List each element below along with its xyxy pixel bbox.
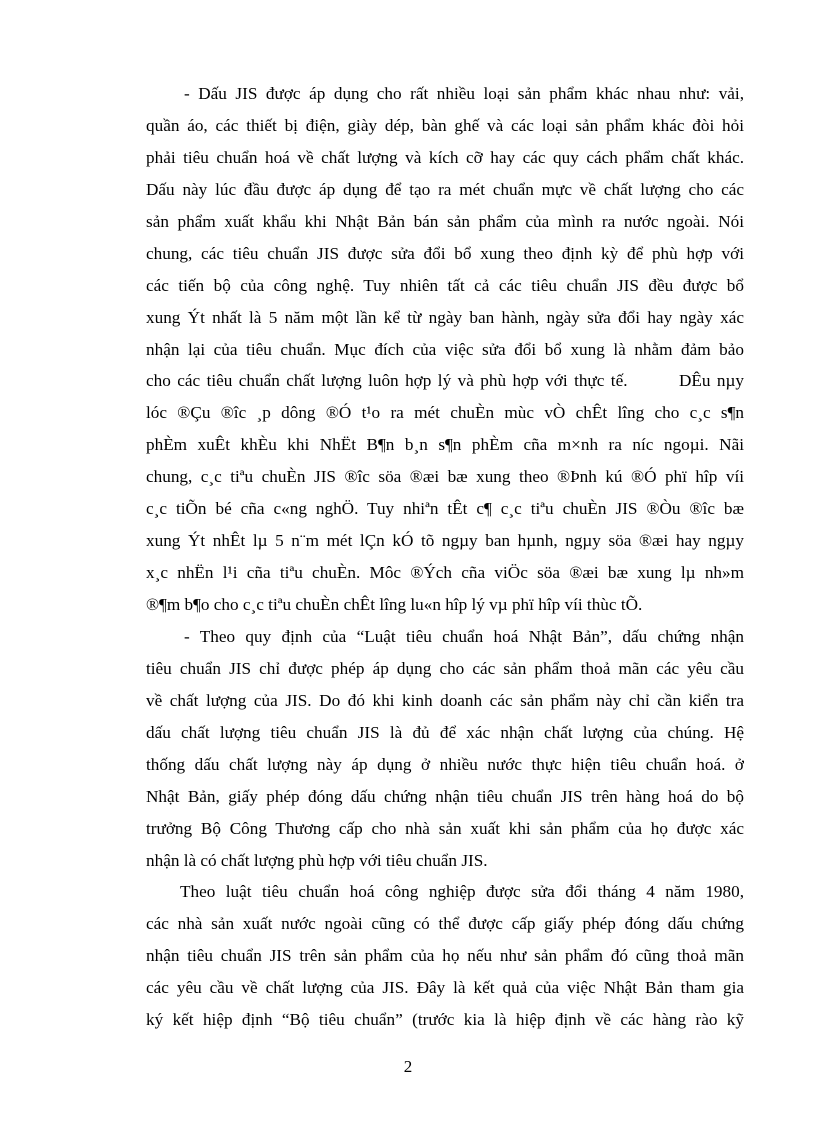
text-line: chung, c¸c tiªu chuÈn JIS ®îc söa ®æi bæ xung theo ®Þnh kú ®Ó phï hîp víi [146,467,744,487]
text-line: - Dấu JIS được áp dụng cho rất nhiều loại sản phẩm khác nhau như: vải, [184,84,744,103]
text-line: xung Ýt nhất là 5 năm một lần kể từ ngày ban hành, ngày sửa đổi hay ngày xác [146,307,744,327]
text-line: chung, các tiêu chuẩn JIS được sửa đổi bổ xung theo định kỳ để phù hợp với [146,243,744,263]
text-line: dấu chất lượng tiêu chuẩn JIS là đủ để xác nhận chất lượng của chúng. Hệ [146,722,744,742]
text-line: các nhà sản xuất nước ngoài cũng có thể được cấp giấy phép đóng dấu chứng [146,914,744,934]
text-line: ký kết hiệp định “Bộ tiêu chuẩn” (trước kia là hiệp định về các hàng rào kỹ [146,1010,744,1030]
text-line: thống dấu chất lượng này áp dụng ở nhiều nước thực hiện tiêu chuẩn hoá. ở [146,754,744,774]
text-line: nhận là có chất lượng phù hợp với tiêu chuẩn JIS. [146,850,488,870]
text-line: - Theo quy định của “Luật tiêu chuẩn hoá Nhật Bản”, dấu chứng nhận [184,626,744,646]
text-line: tiêu chuẩn JIS chỉ được phép áp dụng cho các sản phẩm thoả mãn các yêu cầu [146,658,744,678]
text-line: nhận lại của tiêu chuẩn. Mục đích của việc sửa đổi bổ xung là nhằm đảm bảo [146,339,744,359]
text-line: cho các tiêu chuẩn chất lượng luôn hợp lý và phù hợp với thực tế. DÊu nµy [146,371,744,391]
text-line: c¸c tiÕn bé cña c«ng nghÖ. Tuy nhiªn tÊt c¶ c¸c tiªu chuÈn JIS ®Òu ®îc bæ [146,499,744,519]
text-line: Theo luật tiêu chuẩn hoá công nghiệp được sửa đổi tháng 4 năm 1980, [180,882,744,902]
page-number: 2 [403,1057,413,1076]
text-line: các tiến bộ của công nghệ. Tuy nhiên tất cả các tiêu chuẩn JIS đều được bổ [146,275,744,295]
text-line: lóc ®Çu ®îc ¸p dông ®Ó t¹o ra mét chuÈn mùc vÒ chÊt lîng cho c¸c s¶n [146,403,744,423]
text-line: ®¶m b¶o cho c¸c tiªu chuÈn chÊt lîng lu«n hîp lý vµ phï hîp víi thùc tÕ. [146,595,643,614]
text-line: x¸c nhËn l¹i cña tiªu chuÈn. Môc ®Ých cña viÖc söa ®æi bæ xung lµ nh»m [146,563,744,583]
text-line: xung Ýt nhÊt lµ 5 n¨m mét lÇn kÓ tõ ngµy ban hµnh, ngµy söa ®æi hay ngµy [146,531,744,551]
text-line: Dấu này lúc đầu được áp dụng để tạo ra mét chuẩn mực về chất lượng cho các [146,179,744,199]
text-line: sản phẩm xuất khẩu khi Nhật Bản bán sản phẩm của mình ra nước ngoài. Nói [146,211,744,231]
text-line: các yêu cầu về chất lượng của JIS. Đây là kết quả của việc Nhật Bản tham gia [146,978,744,998]
text-line: phÈm xuÊt khÈu khi NhËt B¶n b¸n s¶n phÈm cña m×nh ra níc ngoµi. Nãi [146,435,744,455]
body-text [146,78,744,1036]
text-line: về chất lượng của JIS. Do đó khi kinh doanh các sản phẩm này chỉ cần kiển tra [146,690,744,710]
text-line: Nhật Bản, giấy phép đóng dấu chứng nhận tiêu chuẩn JIS trên hàng hoá do bộ [146,786,744,806]
text-line: quần áo, các thiết bị điện, giày dép, bàn ghế và các loại sản phẩm khác đòi hỏi [146,115,744,135]
text-line: phải tiêu chuẩn hoá về chất lượng và kích cỡ hay các quy cách phẩm chất khác. [146,147,744,167]
text-line: nhận tiêu chuẩn JIS trên sản phẩm của họ nếu như sản phẩm đó cũng thoả mãn [146,946,744,966]
text-line: trưởng Bộ Công Thương cấp cho nhà sản xuất khi sản phẩm của họ được xác [146,818,744,838]
